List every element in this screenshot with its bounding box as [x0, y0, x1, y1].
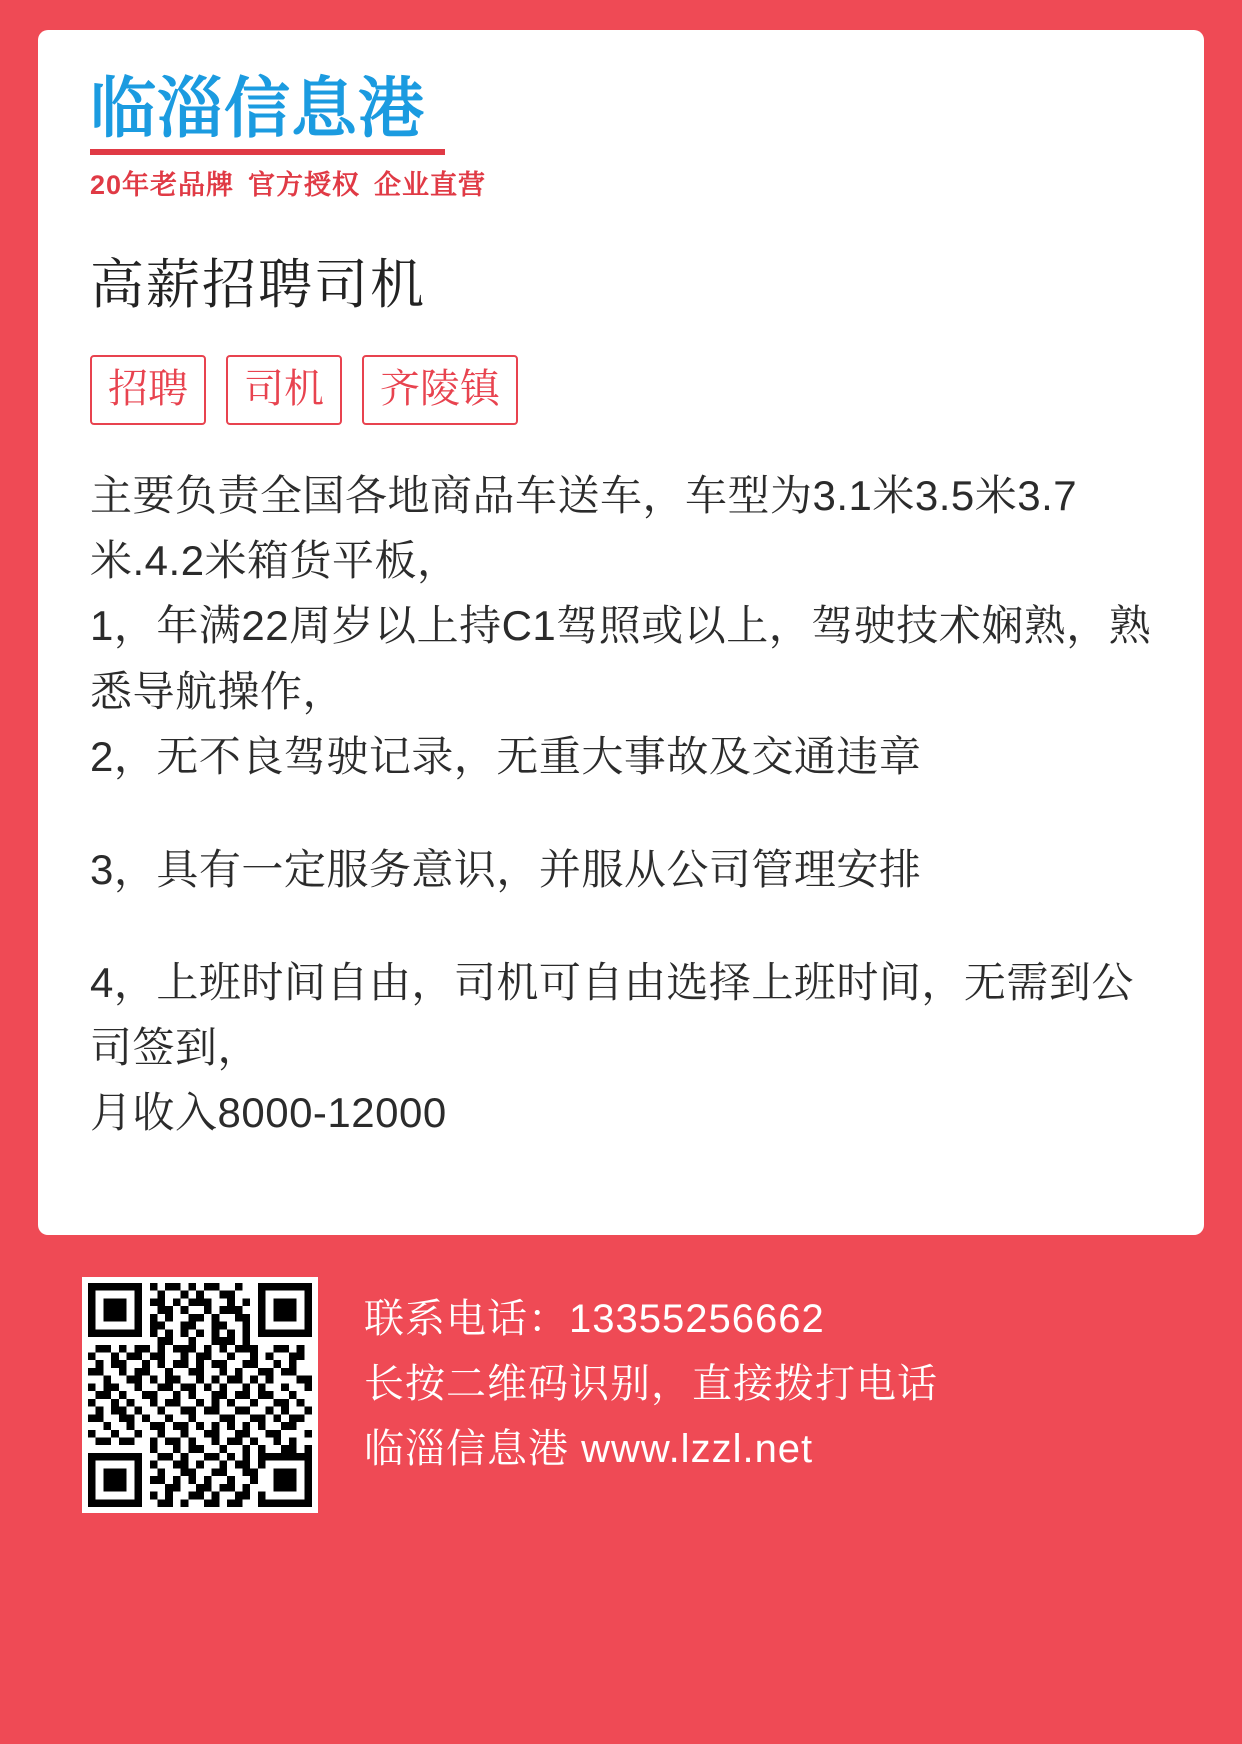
contact-phone[interactable]: 联系电话：13355256662 — [364, 1297, 825, 1341]
description-paragraph-2: 1，年满22周岁以上持C1驾照或以上，驾驶技术娴熟，熟悉导航操作， — [90, 602, 1152, 715]
footer — [38, 1235, 1204, 1513]
description-paragraph-5: 4，上班时间自由，司机可自由选择上班时间，无需到公司签到， — [90, 958, 1134, 1071]
logo-tagline-part-2: 官方授权 — [248, 170, 361, 201]
tag-location[interactable]: 齐陵镇 — [362, 355, 518, 425]
logo-tagline-part-1: 20年老品牌 — [90, 170, 235, 201]
tag-list — [90, 355, 1152, 425]
contact-info — [364, 1277, 938, 1481]
site-logo[interactable] — [90, 71, 1152, 202]
job-description — [90, 463, 1152, 1145]
description-paragraph-3: 2，无不良驾驶记录，无重大事故及交通违章 — [90, 732, 922, 780]
description-paragraph-4: 3，具有一定服务意识，并服从公司管理安排 — [90, 845, 922, 893]
logo-tagline — [90, 163, 1152, 202]
tag-driver[interactable]: 司机 — [226, 355, 342, 425]
tag-recruit[interactable]: 招聘 — [90, 355, 206, 425]
description-paragraph-1: 主要负责全国各地商品车送车，车型为3.1米3.5米3.7米.4.2米箱货平板， — [90, 472, 1078, 585]
contact-hint: 长按二维码识别，直接拨打电话 — [364, 1361, 938, 1406]
content-card — [38, 30, 1204, 1235]
logo-text: 临淄信息港 — [90, 71, 425, 145]
qr-code-icon[interactable] — [82, 1277, 318, 1513]
logo-divider — [90, 149, 445, 155]
qr-code-image — [88, 1283, 312, 1507]
page-title: 高薪招聘司机 — [90, 255, 426, 316]
description-paragraph-6: 月收入8000-12000 — [90, 1089, 447, 1137]
logo-tagline-part-3: 企业直营 — [374, 170, 487, 201]
contact-site[interactable]: 临淄信息港 www.lzzl.net — [364, 1426, 814, 1471]
